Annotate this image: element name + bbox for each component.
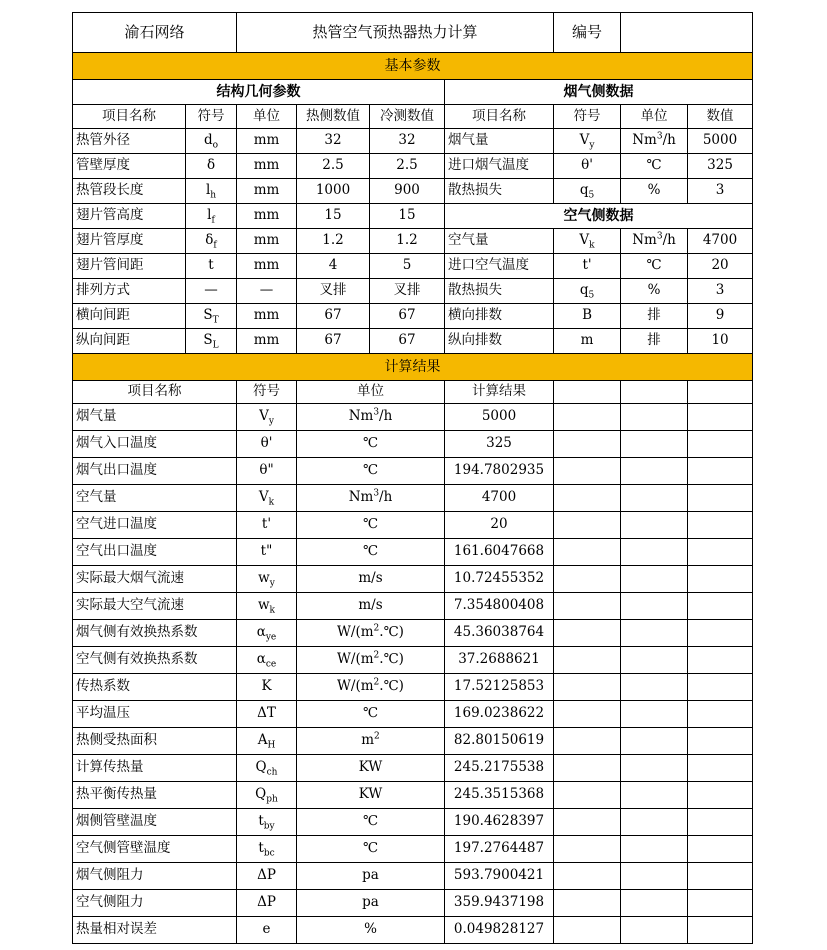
result-value: 82.80150619 (445, 728, 554, 755)
result-value: 161.6047668 (445, 539, 554, 566)
col-header: 项目名称 (73, 105, 186, 129)
empty-cell[interactable] (621, 728, 688, 755)
result-name: 烟侧管壁温度 (73, 809, 237, 836)
cold-value: 5 (370, 254, 445, 279)
empty-cell[interactable] (621, 458, 688, 485)
result-row (73, 539, 753, 566)
worksheet (72, 12, 752, 944)
cold-value: 67 (370, 304, 445, 329)
result-value: 245.2175538 (445, 755, 554, 782)
symbol-cell: m (554, 329, 621, 354)
hot-value: 15 (297, 204, 370, 229)
param-name: 纵向排数 (445, 329, 554, 354)
symbol-cell: θ" (237, 458, 297, 485)
symbol-cell: K (237, 674, 297, 701)
company-name: 渝石网络 (73, 13, 237, 53)
number-label: 编号 (554, 13, 621, 53)
symbol-cell: t' (554, 254, 621, 279)
symbol-cell: B (554, 304, 621, 329)
unit-cell: ℃ (297, 512, 445, 539)
param-name: 散热损失 (445, 179, 554, 204)
param-value: 3 (688, 279, 753, 304)
empty-cell[interactable] (621, 404, 688, 431)
result-value: 245.3515368 (445, 782, 554, 809)
col-header: 项目名称 (445, 105, 554, 129)
param-name: 空气量 (445, 229, 554, 254)
unit-cell: ℃ (621, 154, 688, 179)
unit-cell: ℃ (297, 701, 445, 728)
air-title: 空气侧数据 (445, 204, 753, 229)
symbol-cell: θ' (554, 154, 621, 179)
unit-cell: % (621, 279, 688, 304)
structure-row (73, 154, 753, 179)
structure-row (73, 129, 753, 154)
unit-cell: pa (297, 890, 445, 917)
unit-cell: $m^2$ (297, 728, 445, 755)
empty-cell[interactable] (554, 674, 621, 701)
structure-row (73, 304, 753, 329)
col-header: 计算结果 (445, 381, 554, 404)
param-name: 排列方式 (73, 279, 186, 304)
empty-cell[interactable] (688, 890, 753, 917)
result-value: 325 (445, 431, 554, 458)
unit-cell: ℃ (297, 431, 445, 458)
empty-cell[interactable] (554, 728, 621, 755)
unit-cell: ℃ (297, 809, 445, 836)
param-value: 325 (688, 154, 753, 179)
result-value: 169.0238622 (445, 701, 554, 728)
symbol-cell: e (237, 917, 297, 944)
empty-cell[interactable] (688, 485, 753, 512)
empty-cell[interactable] (688, 782, 753, 809)
result-name: 空气侧有效换热系数 (73, 647, 237, 674)
unit-cell: mm (237, 304, 297, 329)
result-name: 空气进口温度 (73, 512, 237, 539)
result-row (73, 917, 753, 944)
unit-cell: m/s (297, 566, 445, 593)
unit-cell: ℃ (297, 539, 445, 566)
unit-cell: pa (297, 863, 445, 890)
symbol-cell: $\alpha_{ce}$ (237, 647, 297, 674)
unit-cell: ℃ (297, 836, 445, 863)
symbol-cell: $V_k$ (237, 485, 297, 512)
result-name: 烟气量 (73, 404, 237, 431)
param-name: 管壁厚度 (73, 154, 186, 179)
structure-row (73, 329, 753, 354)
empty-cell[interactable] (688, 512, 753, 539)
empty-cell[interactable] (554, 404, 621, 431)
empty-cell[interactable] (554, 755, 621, 782)
result-value: 10.72455352 (445, 566, 554, 593)
hot-value: 1.2 (297, 229, 370, 254)
result-row (73, 647, 753, 674)
symbol-cell: $V_y$ (237, 404, 297, 431)
result-row (73, 728, 753, 755)
unit-cell: mm (237, 129, 297, 154)
symbol-cell: δ (186, 154, 237, 179)
param-name: 进口空气温度 (445, 254, 554, 279)
result-row (73, 809, 753, 836)
hot-value: 67 (297, 304, 370, 329)
symbol-cell: $Q_{ph}$ (237, 782, 297, 809)
cold-value: 32 (370, 129, 445, 154)
structure-row (73, 254, 753, 279)
symbol-cell: $A_H$ (237, 728, 297, 755)
empty-cell[interactable] (621, 890, 688, 917)
empty-cell[interactable] (554, 458, 621, 485)
symbol-cell: $\alpha_{ye}$ (237, 620, 297, 647)
empty-cell[interactable] (688, 701, 753, 728)
empty-cell[interactable] (554, 593, 621, 620)
empty-cell[interactable] (554, 620, 621, 647)
unit-cell: KW (297, 782, 445, 809)
symbol-cell: — (186, 279, 237, 304)
result-row (73, 404, 753, 431)
cold-value: 叉排 (370, 279, 445, 304)
unit-cell: mm (237, 204, 297, 229)
result-name: 空气侧阻力 (73, 890, 237, 917)
unit-cell: mm (237, 229, 297, 254)
unit-cell: mm (237, 254, 297, 279)
empty-cell[interactable] (621, 782, 688, 809)
empty-cell[interactable] (621, 512, 688, 539)
param-name: 横向排数 (445, 304, 554, 329)
unit-cell: % (621, 179, 688, 204)
result-value: 5000 (445, 404, 554, 431)
cold-value: 67 (370, 329, 445, 354)
basic-parameters-table (72, 12, 753, 354)
param-name: 纵向间距 (73, 329, 186, 354)
structure-row (73, 179, 753, 204)
empty-cell[interactable] (621, 701, 688, 728)
empty-cell[interactable] (554, 431, 621, 458)
param-name: 热管段长度 (73, 179, 186, 204)
symbol-cell: $w_k$ (237, 593, 297, 620)
empty-cell[interactable] (621, 755, 688, 782)
number-value-cell[interactable] (621, 13, 753, 53)
result-row (73, 593, 753, 620)
structure-row (73, 279, 753, 304)
result-row (73, 458, 753, 485)
empty-cell[interactable] (621, 485, 688, 512)
result-value: 593.7900421 (445, 863, 554, 890)
result-row (73, 863, 753, 890)
unit-cell: $W/(m^2.℃)$ (297, 674, 445, 701)
empty-cell[interactable] (554, 782, 621, 809)
col-header: 热侧数值 (297, 105, 370, 129)
unit-cell: mm (237, 329, 297, 354)
empty-cell[interactable] (554, 647, 621, 674)
result-name: 烟气出口温度 (73, 458, 237, 485)
result-value: 0.049828127 (445, 917, 554, 944)
unit-cell: KW (297, 755, 445, 782)
unit-cell: Nm$^3$/h (621, 129, 688, 154)
empty-cell[interactable] (688, 836, 753, 863)
cold-value: 2.5 (370, 154, 445, 179)
section-results: 计算结果 (73, 354, 753, 381)
hot-value: 1000 (297, 179, 370, 204)
sheet-title: 热管空气预热器热力计算 (237, 13, 554, 53)
symbol-cell: $V_y$ (554, 129, 621, 154)
result-row (73, 566, 753, 593)
empty-cell[interactable] (621, 539, 688, 566)
result-name: 平均温压 (73, 701, 237, 728)
result-name: 烟气侧阻力 (73, 863, 237, 890)
hot-value: 32 (297, 129, 370, 154)
empty-cell[interactable] (621, 647, 688, 674)
col-header: 单位 (621, 105, 688, 129)
empty-cell[interactable] (688, 566, 753, 593)
symbol-cell: $t_{bc}$ (237, 836, 297, 863)
result-name: 计算传热量 (73, 755, 237, 782)
result-row (73, 674, 753, 701)
unit-cell: $W/(m^2.℃)$ (297, 620, 445, 647)
symbol-cell: ΔT (237, 701, 297, 728)
param-value: 20 (688, 254, 753, 279)
empty-cell[interactable] (688, 431, 753, 458)
result-value: 7.354800408 (445, 593, 554, 620)
empty-cell[interactable] (554, 890, 621, 917)
result-value: 45.36038764 (445, 620, 554, 647)
symbol-cell: t" (237, 539, 297, 566)
result-row (73, 512, 753, 539)
result-row (73, 620, 753, 647)
hot-value: 2.5 (297, 154, 370, 179)
empty-cell[interactable] (554, 836, 621, 863)
cold-value: 900 (370, 179, 445, 204)
empty-cell[interactable] (621, 836, 688, 863)
result-value: 4700 (445, 485, 554, 512)
empty-cell[interactable] (621, 809, 688, 836)
result-name: 热侧受热面积 (73, 728, 237, 755)
col-header: 冷测数值 (370, 105, 445, 129)
result-value: 20 (445, 512, 554, 539)
empty-cell[interactable] (554, 539, 621, 566)
cold-value: 15 (370, 204, 445, 229)
cold-value: 1.2 (370, 229, 445, 254)
col-header: 符号 (237, 381, 297, 404)
empty-cell[interactable] (688, 458, 753, 485)
structure-row (73, 229, 753, 254)
unit-cell: Nm$^3$/h (621, 229, 688, 254)
unit-cell: 排 (621, 329, 688, 354)
unit-cell: m/s (297, 593, 445, 620)
symbol-cell: $q_5$ (554, 179, 621, 204)
param-name: 翅片管厚度 (73, 229, 186, 254)
result-name: 空气出口温度 (73, 539, 237, 566)
col-header: 项目名称 (73, 381, 237, 404)
symbol-cell: $\delta_f$ (186, 229, 237, 254)
col-header: 符号 (554, 105, 621, 129)
symbol-cell: $w_y$ (237, 566, 297, 593)
result-name: 空气量 (73, 485, 237, 512)
col-header: 符号 (186, 105, 237, 129)
result-name: 实际最大空气流速 (73, 593, 237, 620)
empty-cell[interactable] (688, 593, 753, 620)
empty-cell[interactable] (621, 381, 688, 404)
symbol-cell: $Q_{ch}$ (237, 755, 297, 782)
empty-cell[interactable] (621, 620, 688, 647)
symbol-cell: $S_T$ (186, 304, 237, 329)
result-name: 传热系数 (73, 674, 237, 701)
empty-cell[interactable] (621, 431, 688, 458)
result-value: 197.2764487 (445, 836, 554, 863)
symbol-cell: $S_L$ (186, 329, 237, 354)
param-name: 进口烟气温度 (445, 154, 554, 179)
result-value: 37.2688621 (445, 647, 554, 674)
symbol-cell: $l_f$ (186, 204, 237, 229)
empty-cell[interactable] (554, 566, 621, 593)
symbol-cell: $l_h$ (186, 179, 237, 204)
unit-cell: — (237, 279, 297, 304)
empty-cell[interactable] (688, 917, 753, 944)
empty-cell[interactable] (554, 809, 621, 836)
symbol-cell: $V_k$ (554, 229, 621, 254)
param-value: 4700 (688, 229, 753, 254)
col-header: 单位 (237, 105, 297, 129)
symbol-cell: $q_5$ (554, 279, 621, 304)
empty-cell[interactable] (688, 674, 753, 701)
symbol-cell: t (186, 254, 237, 279)
empty-cell[interactable] (621, 863, 688, 890)
symbol-cell: $d_o$ (186, 129, 237, 154)
result-name: 热量相对误差 (73, 917, 237, 944)
result-name: 热平衡传热量 (73, 782, 237, 809)
empty-cell[interactable] (554, 485, 621, 512)
unit-cell: 排 (621, 304, 688, 329)
result-row (73, 782, 753, 809)
param-name: 散热损失 (445, 279, 554, 304)
symbol-cell: ΔP (237, 863, 297, 890)
result-row (73, 836, 753, 863)
empty-cell[interactable] (688, 755, 753, 782)
hot-value: 67 (297, 329, 370, 354)
param-value: 3 (688, 179, 753, 204)
param-value: 9 (688, 304, 753, 329)
unit-cell: ℃ (297, 458, 445, 485)
result-name: 烟气侧有效换热系数 (73, 620, 237, 647)
result-row (73, 485, 753, 512)
empty-cell[interactable] (621, 566, 688, 593)
empty-cell[interactable] (688, 381, 753, 404)
empty-cell[interactable] (688, 809, 753, 836)
symbol-cell: $t_{by}$ (237, 809, 297, 836)
param-name: 烟气量 (445, 129, 554, 154)
param-name: 横向间距 (73, 304, 186, 329)
unit-cell: ℃ (621, 254, 688, 279)
structure-title: 结构几何参数 (73, 80, 445, 105)
result-value: 17.52125853 (445, 674, 554, 701)
result-value: 190.4628397 (445, 809, 554, 836)
param-name: 翅片管高度 (73, 204, 186, 229)
result-row (73, 755, 753, 782)
result-row (73, 701, 753, 728)
empty-cell[interactable] (621, 917, 688, 944)
empty-cell[interactable] (554, 701, 621, 728)
param-name: 热管外径 (73, 129, 186, 154)
result-row (73, 890, 753, 917)
result-value: 194.7802935 (445, 458, 554, 485)
result-value: 359.9437198 (445, 890, 554, 917)
param-value: 5000 (688, 129, 753, 154)
symbol-cell: t' (237, 512, 297, 539)
empty-cell[interactable] (621, 674, 688, 701)
unit-cell: $W/(m^2.℃)$ (297, 647, 445, 674)
symbol-cell: θ' (237, 431, 297, 458)
unit-cell: mm (237, 179, 297, 204)
empty-cell[interactable] (554, 381, 621, 404)
flue-title: 烟气侧数据 (445, 80, 753, 105)
col-header: 数值 (688, 105, 753, 129)
unit-cell: Nm$^3$/h (297, 485, 445, 512)
empty-cell[interactable] (688, 647, 753, 674)
param-value: 10 (688, 329, 753, 354)
result-row (73, 431, 753, 458)
hot-value: 叉排 (297, 279, 370, 304)
col-header: 单位 (297, 381, 445, 404)
empty-cell[interactable] (554, 917, 621, 944)
unit-cell: % (297, 917, 445, 944)
empty-cell[interactable] (688, 620, 753, 647)
result-name: 实际最大烟气流速 (73, 566, 237, 593)
hot-value: 4 (297, 254, 370, 279)
empty-cell[interactable] (554, 512, 621, 539)
section-basic-parameters: 基本参数 (73, 53, 753, 80)
results-table (72, 353, 753, 944)
empty-cell[interactable] (688, 728, 753, 755)
empty-cell[interactable] (688, 404, 753, 431)
empty-cell[interactable] (554, 863, 621, 890)
empty-cell[interactable] (621, 593, 688, 620)
unit-cell: mm (237, 154, 297, 179)
empty-cell[interactable] (688, 863, 753, 890)
param-name: 翅片管间距 (73, 254, 186, 279)
result-name: 空气侧管壁温度 (73, 836, 237, 863)
structure-row (73, 204, 753, 229)
empty-cell[interactable] (688, 539, 753, 566)
symbol-cell: ΔP (237, 890, 297, 917)
unit-cell: Nm$^3$/h (297, 404, 445, 431)
result-name: 烟气入口温度 (73, 431, 237, 458)
